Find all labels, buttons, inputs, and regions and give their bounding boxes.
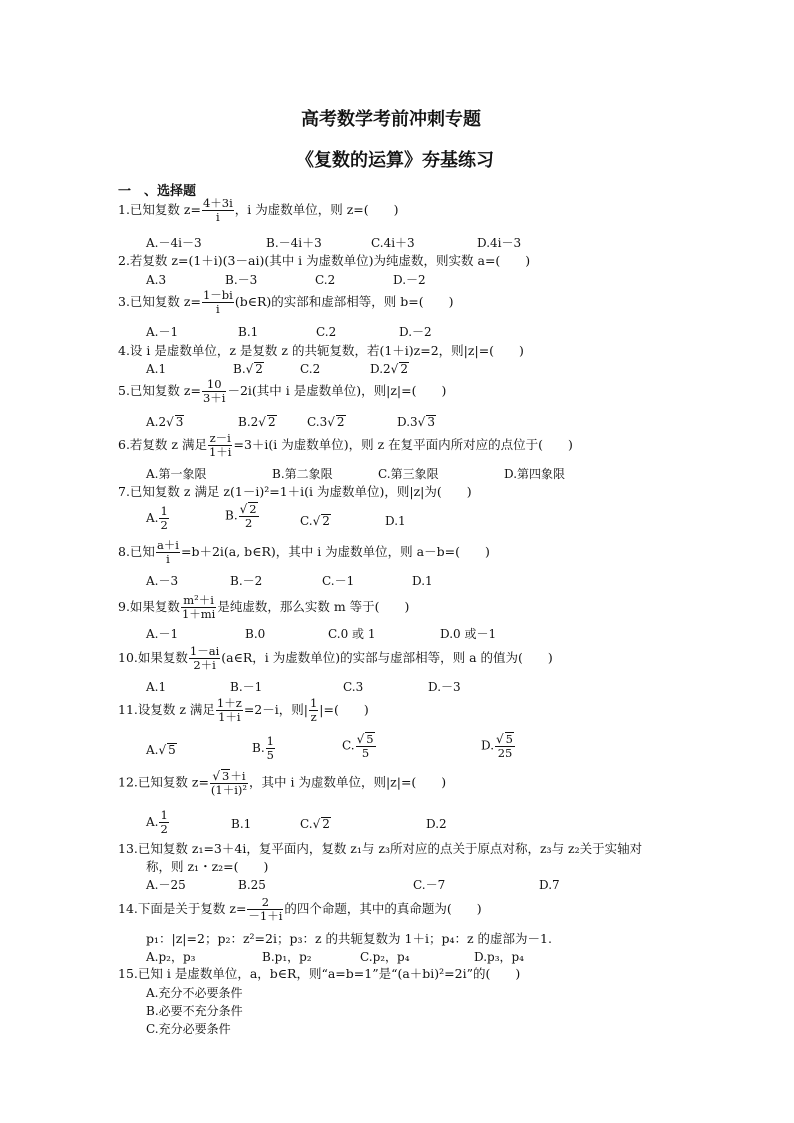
q14-option-d: D.p₃，p₄ <box>474 950 524 964</box>
q8-option-c: C.－1 <box>322 574 355 588</box>
question-1: 1.已知复数 z= $\frac{4+3i}{i}$ ，i 为虚数单位，则 z=( ) <box>118 196 399 224</box>
q6-option-c: C.第三象限 <box>378 467 439 481</box>
q2-option-a: A.3 <box>146 273 167 287</box>
q3-option-b: B.1 <box>238 325 259 339</box>
q4-option-c: C.2 <box>300 362 321 376</box>
q14-option-a: A.p₂，p₃ <box>146 950 196 964</box>
radical-sign: √ <box>158 743 167 757</box>
q12-option-a: A. $\frac{1}{2}$ <box>146 808 168 836</box>
question-3: 3.已知复数 z= $\frac{1-bi}{i}$ (b∈R)的实部和虚部相等，则 b=( ) <box>118 288 454 316</box>
q5-option-d: D.3√ 3 <box>397 415 435 429</box>
q1-option-b: B.－4i＋3 <box>266 236 322 250</box>
fraction: $\frac{√ 5}{5}$ <box>356 732 374 760</box>
q2-option-c: C.2 <box>315 273 336 287</box>
question-6: 6.若复数 z 满足 $\frac{z-i}{1+i}$ =3＋i(i 为虚数单位)，则 z 在复平面内所对应的点位于( ) <box>118 431 573 459</box>
q9-option-c: C.0 或 1 <box>328 627 376 641</box>
q3-option-a: A.－1 <box>146 325 179 339</box>
q10-option-a: A.1 <box>146 680 167 694</box>
q9-option-a: A.－1 <box>146 627 179 641</box>
radical-sign: √ <box>417 415 426 429</box>
fraction: $\frac{\text{m²＋i}}{1+mi}$ <box>181 593 216 621</box>
q6-option-b: B.第二象限 <box>272 467 333 481</box>
question-13-line-2: 称，则 z₁・z₂=( ) <box>146 859 269 874</box>
fraction: $\frac{10}{3+i}$ <box>202 377 226 405</box>
section-heading: 一 、选择题 <box>118 184 197 199</box>
q9-option-b: B.0 <box>245 627 266 641</box>
q9-option-d: D.0 或－1 <box>440 627 497 641</box>
q10-option-d: D.－3 <box>428 680 461 694</box>
q8-option-b: B.－2 <box>230 574 263 588</box>
q13-option-a: A.－25 <box>146 878 186 892</box>
fraction: $\frac{√ 3+i}{\text{(1＋i)²}}$ <box>210 769 247 797</box>
q7-option-a: A. $\frac{1}{2}$ <box>146 504 168 532</box>
q12-option-c: C.√ 2 <box>300 817 330 831</box>
radical-sign: √ <box>312 514 321 528</box>
radical-sign: √ <box>258 415 266 429</box>
q10-option-b: B.－1 <box>230 680 263 694</box>
q11-option-d: D. $\frac{√ 5}{25}$ <box>481 732 513 760</box>
q3-option-c: C.2 <box>316 325 337 339</box>
q4-option-a: A.1 <box>146 362 167 376</box>
q1-option-a: A.－4i－3 <box>146 236 202 250</box>
q4-option-b: B.√ 2 <box>233 362 263 376</box>
question-12: 12.已知复数 z= $\frac{√ 3+i}{\text{(1＋i)²}}$ ，其中 i 为虚数单位，则|z|=( ) <box>118 769 447 797</box>
q7-option-d: D.1 <box>385 514 406 528</box>
question-7: 7.已知复数 z 满足 z(1－i)²=1＋i(i 为虚数单位)，则|z|为( ) <box>118 484 472 499</box>
fraction: $\frac{√ 5}{25}$ <box>496 732 513 760</box>
question-2: 2.若复数 z=(1＋i)(3－ai)(其中 i 为虚数单位)为纯虚数，则实数 a=( ) <box>118 253 531 268</box>
question-13-line-1: 13.已知复数 z₁=3＋4i，复平面内，复数 z₁与 z₃所对应的点关于原点对称，z₃与 z₂关于实轴对 <box>118 841 643 856</box>
q13-option-d: D.7 <box>539 878 560 892</box>
q11-option-c: C. $\frac{√ 5}{5}$ <box>342 732 374 760</box>
q13-option-c: C.－7 <box>413 878 446 892</box>
title-line-2: 《复数的运算》夯基练习 <box>296 150 494 171</box>
q14-propositions: p₁：|z|=2；p₂：z²=2i；p₃：z 的共轭复数为 1＋i；p₄：z 的虚部为－1. <box>146 931 552 946</box>
q2-option-d: D.－2 <box>393 273 426 287</box>
q14-option-b: B.p₁，p₂ <box>262 950 312 964</box>
q10-option-c: C.3 <box>343 680 364 694</box>
title-line-1: 高考数学考前冲刺专题 <box>301 109 481 130</box>
radical-sign: √ <box>312 817 321 831</box>
question-14: 14.下面是关于复数 z= $\frac{2}{-1+i}$ 的四个命题，其中的真命题为( ) <box>118 895 482 923</box>
q4-option-d: D.2√ 2 <box>370 362 408 376</box>
question-15: 15.已知 i 是虚数单位，a，b∈R，则“a=b=1”是“(a＋bi)²=2i”的( ) <box>118 966 521 981</box>
q5-option-a: A.2√ 3 <box>146 415 184 429</box>
q15-option-a: A.充分不必要条件 <box>146 986 243 1000</box>
q12-option-b: B.1 <box>231 817 252 831</box>
q6-option-a: A.第一象限 <box>146 467 207 481</box>
fraction: $\frac{4+3i}{i}$ <box>202 196 233 224</box>
fraction: $\frac{√ 2}{2}$ <box>239 502 257 530</box>
fraction: $\frac{1-ai}{2+i}$ <box>189 644 220 672</box>
fraction: $\frac{z-i}{1+i}$ <box>208 431 232 459</box>
q2-option-b: B.－3 <box>225 273 258 287</box>
question-5: 5.已知复数 z= $\frac{10}{3+i}$ －2i(其中 i 是虚数单位)，则|z|=( ) <box>118 377 447 405</box>
q1-option-c: C.4i＋3 <box>371 236 415 250</box>
radical-sign: √ <box>166 415 174 429</box>
radical-sign: √ <box>390 362 399 376</box>
fraction: $\frac{1}{2}$ <box>160 808 168 836</box>
q7-option-c: C.√ 2 <box>300 514 330 528</box>
q14-option-c: C.p₂，p₄ <box>360 950 410 964</box>
q5-option-b: B.2√ 2 <box>238 415 276 429</box>
q5-option-c: C.3√ 2 <box>307 415 345 429</box>
fraction: $\frac{1+z}{1+i}$ <box>216 696 242 724</box>
question-4: 4.设 i 是虚数单位，z 是复数 z 的共轭复数，若(1＋i)z=2，则|z|=( ) <box>118 343 524 358</box>
q6-option-d: D.第四象限 <box>504 467 566 481</box>
fraction: $\frac{1-bi}{i}$ <box>202 288 233 316</box>
fraction: $\frac{1}{z}$ <box>309 696 318 724</box>
question-9: 9.如果复数 $\frac{\text{m²＋i}}{1+mi}$ 是纯虚数，那么实数 m 等于( ) <box>118 593 410 621</box>
q12-option-d: D.2 <box>426 817 447 831</box>
q15-option-c: C.充分必要条件 <box>146 1022 231 1036</box>
fraction: $\frac{2}{-1+i}$ <box>248 895 283 923</box>
q7-option-b: B. $\frac{√ 2}{2}$ <box>225 502 257 530</box>
q3-option-d: D.－2 <box>399 325 432 339</box>
fraction: $\frac{a+i}{i}$ <box>156 538 179 566</box>
question-11: 11.设复数 z 满足 $\frac{1+z}{1+i}$ =2－i，则| $\frac{1}{z}$ |=( ) <box>118 696 369 724</box>
q8-option-a: A.－3 <box>146 574 179 588</box>
q8-option-d: D.1 <box>412 574 433 588</box>
q13-option-b: B.25 <box>238 878 266 892</box>
radical-sign: √ <box>327 415 335 429</box>
q1-option-d: D.4i－3 <box>477 236 522 250</box>
q11-option-a: A.√ 5 <box>146 743 176 757</box>
fraction: $\frac{1}{5}$ <box>266 734 274 762</box>
q11-option-b: B. $\frac{1}{5}$ <box>252 734 274 762</box>
radical-sign: √ <box>245 362 254 376</box>
question-10: 10.如果复数 $\frac{1-ai}{2+i}$ (a∈R，i 为虚数单位)的实部与虚部相等，则 a 的值为( ) <box>118 644 553 672</box>
fraction: $\frac{1}{2}$ <box>160 504 168 532</box>
q15-option-b: B.必要不充分条件 <box>146 1004 243 1018</box>
question-8: 8.已知 $\frac{a+i}{i}$ =b＋2i(a, b∈R)，其中 i 为虚数单位，则 a－b=( ) <box>118 538 490 566</box>
